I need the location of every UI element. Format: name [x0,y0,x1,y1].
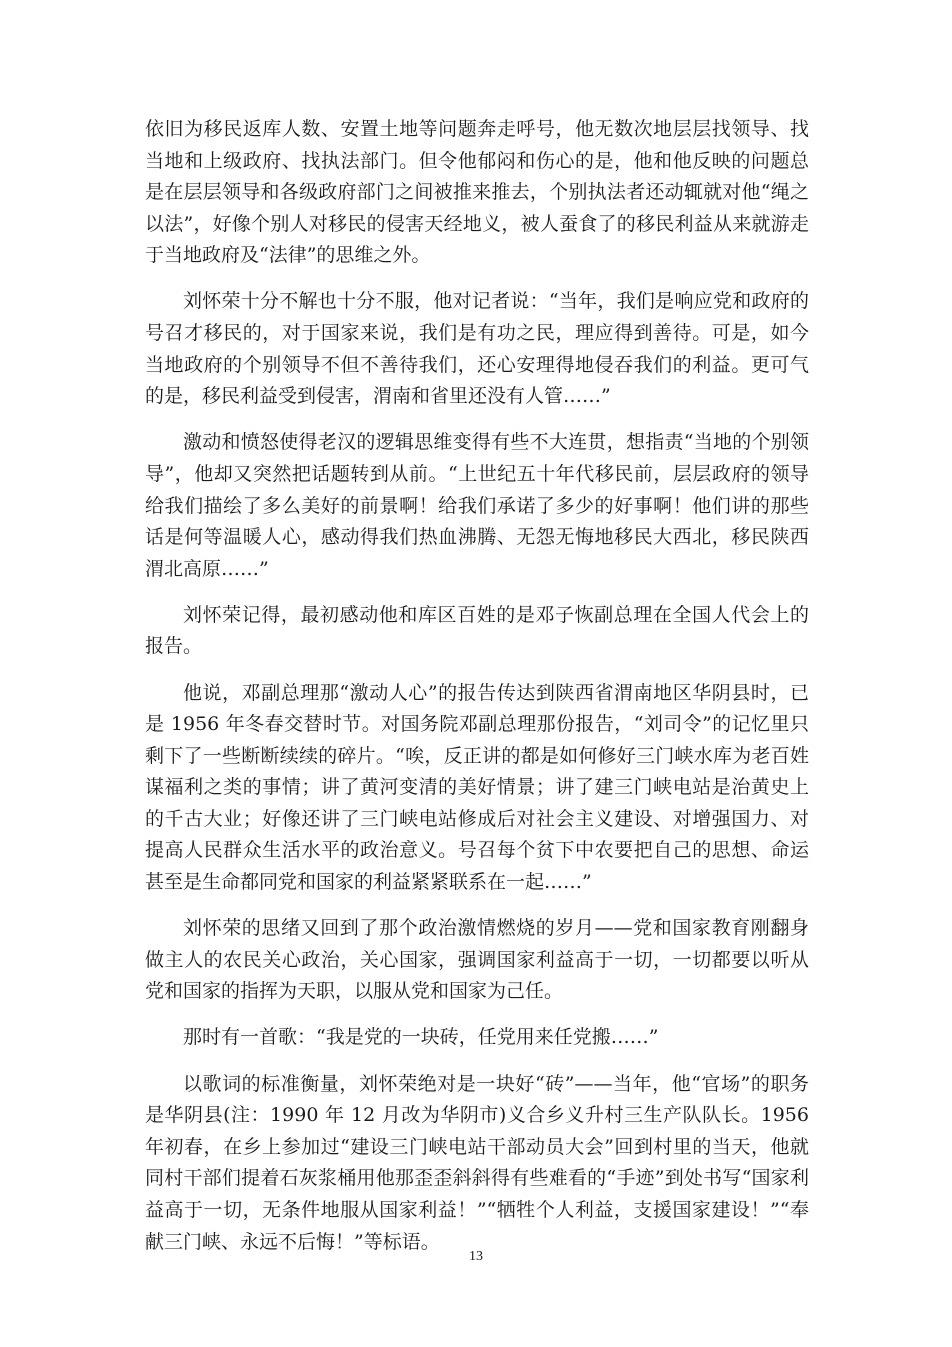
paragraph-2: 刘怀荣十分不解也十分不服，他对记者说：“当年，我们是响应党和政府的号召才移民的，对于国家来说，我们是有功之民，理应得到善待。可是，如今当地政府的个别领导不但不善待我们，还心安理得地侵吞我们的利益。更可气的是，移民利益受到侵害，渭南和省里还没有人管……” [145,290,809,408]
paragraph-7: 那时有一首歌：“我是党的一块砖，任党用来任党搬……” [183,1026,659,1049]
paragraph-4: 刘怀荣记得，最初感动他和库区百姓的是邓子恢副总理在全国人代会上的报告。 [145,603,809,658]
page-number: 13 [469,1249,483,1264]
body-text [145,114,809,1273]
paragraph-8: 以歌词的标准衡量，刘怀荣绝对是一块好“砖”——当年，他“官场”的职务是华阴县(注：1990 年 12 月改为华阴市)义合乡义升村三生产队队长。1956 年初春，在乡上参加过“建设三门峡电站干部动员大会”回到村里的当天，他就同村干部们提着石灰浆桶用他那歪歪斜斜得有些难看的“手迹”到处书写“国家利益高于一切，无条件地服从国家利益！”“牺牲个人利益，支援国家建设！”“奉献三门峡、永远不后悔！”等标语。 [145,1072,809,1253]
paragraph-5: 他说，邓副总理那“激动人心”的报告传达到陕西省渭南地区华阴县时，已是 1956 年冬春交替时节。对国务院邓副总理那份报告，“刘司令”的记忆里只剩下了一些断断续续的碎片。“唉，反正讲的都是如何修好三门峡水库为老百姓谋福利之类的事情；讲了黄河变清的美好情景；讲了建三门峡电站是治黄史上的千古大业；好像还讲了三门峡电站修成后对社会主义建设、对增强国力、对提高人民群众生活水平的政治意义。号召每个贫下中农要把自己的思想、命运甚至是生命都同党和国家的利益紧紧联系在一起……” [145,681,809,894]
paragraph-1: 依旧为移民返库人数、安置土地等问题奔走呼号，他无数次地层层找领导、找当地和上级政府、找执法部门。但令他郁闷和伤心的是，他和他反映的问题总是在层层领导和各级政府部门之间被推来推去，个别执法者还动辄就对他“绳之以法”，好像个别人对移民的侵害天经地义，被人蚕食了的移民利益从来就游走于当地政府及“法律”的思维之外。 [145,118,809,267]
paragraph-6: 刘怀荣的思绪又回到了那个政治激情燃烧的岁月——党和国家教育刚翻身做主人的农民关心政治，关心国家，强调国家利益高于一切，一切都要以听从党和国家的指挥为天职，以服从党和国家为己任。 [145,917,809,1003]
paragraph-3: 激动和愤怒使得老汉的逻辑思维变得有些不大连贯，想指责“当地的个别领导”，他却又突然把话题转到从前。“上世纪五十年代移民前，层层政府的领导给我们描绘了多么美好的前景啊！给我们承诺了多少的好事啊！他们讲的那些话是何等温暖人心，感动得我们热血沸腾、无怨无悔地移民大西北，移民陕西渭北高原……” [145,431,809,580]
